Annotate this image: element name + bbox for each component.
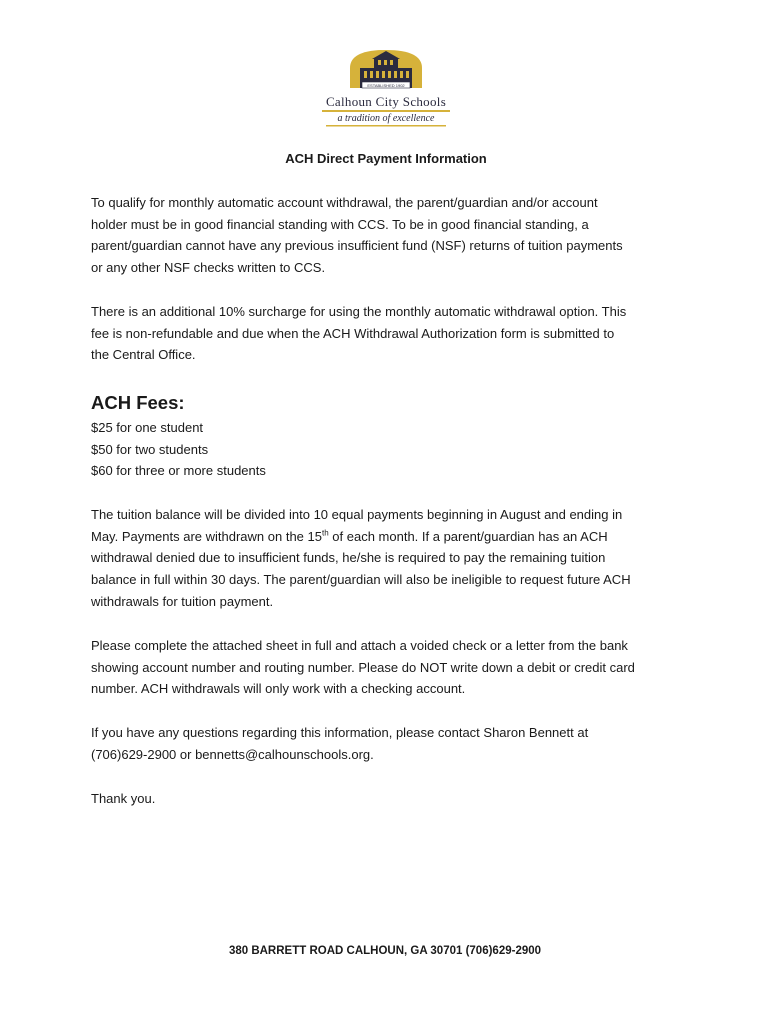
paragraph-line: Please complete the attached sheet in full and attach a voided check or a letter from the bank (91, 638, 628, 653)
fees-list (91, 417, 681, 482)
paragraph-line: parent/guardian cannot have any previous insufficient fund (NSF) returns of tuition payments (91, 238, 623, 254)
paragraph-line: holder must be in good financial standing with CCS. To be in good financial standing, a (91, 216, 589, 232)
school-emblem (316, 46, 456, 132)
closing-text (91, 788, 681, 810)
paragraph-line: showing account number and routing number. Please do NOT write down a debit or credit card (91, 659, 635, 675)
paragraph-line: The tuition balance will be divided into 10 equal payments beginning in August and ending in (91, 507, 623, 522)
footer-address: 380 BARRETT ROAD CALHOUN, GA 30701 (706)629-2900 (228, 945, 542, 957)
contact-paragraph (91, 722, 681, 765)
paragraph-line: withdrawal denied due to insufficient funds, he/she is required to pay the remaining tuition (91, 550, 606, 566)
paragraph-line: If you have any questions regarding this information, please contact Sharon Bennett at (91, 725, 589, 740)
paragraph-line: fee is non-refundable and due when the ACH Withdrawal Authorization form is submitted to (91, 325, 615, 341)
paragraph-line: There is an additional 10% surcharge for using the monthly automatic withdrawal option. This (91, 304, 627, 319)
logo-tagline: a tradition of excellence (337, 113, 435, 124)
closing-line: Thank you. (91, 791, 156, 806)
logo-school-name: Calhoun City Schools (325, 94, 447, 109)
fee-item: $25 for one student (91, 420, 204, 435)
surcharge-paragraph (91, 301, 681, 366)
instructions-paragraph (91, 635, 681, 700)
paragraph-line: To qualify for monthly automatic account withdrawal, the parent/guardian and/or account (91, 195, 598, 210)
fee-item: $50 for two students (91, 441, 209, 457)
line-text: May. Payments are withdrawn on the 15 (91, 528, 322, 544)
logo-banner-text: ESTABLISHED 1902 (367, 82, 405, 88)
fee-item: $60 for three or more students (91, 463, 266, 479)
school-logo (316, 46, 456, 132)
document-title: ACH Direct Payment Information (285, 151, 487, 166)
eligibility-paragraph (91, 192, 681, 279)
paragraph-line: (706)629-2900 or bennetts@calhounschools.org. (91, 746, 374, 762)
paragraph-line (91, 526, 681, 548)
fees-heading: ACH Fees: (91, 392, 185, 413)
paragraph-line: the Central Office. (91, 347, 196, 363)
paragraph-line: or any other NSF checks written to CCS. (91, 260, 326, 276)
paragraph-line: number. ACH withdrawals will only work with a checking account. (91, 681, 466, 697)
ordinal-suffix: th (322, 528, 329, 538)
paragraph-line: withdrawals for tuition payment. (91, 593, 274, 609)
paragraph-line: balance in full within 30 days. The parent/guardian will also be ineligible to request future ACH (91, 572, 631, 588)
line-text: of each month. If a parent/guardian has an ACH (328, 528, 608, 544)
payment-schedule-paragraph (91, 504, 681, 613)
